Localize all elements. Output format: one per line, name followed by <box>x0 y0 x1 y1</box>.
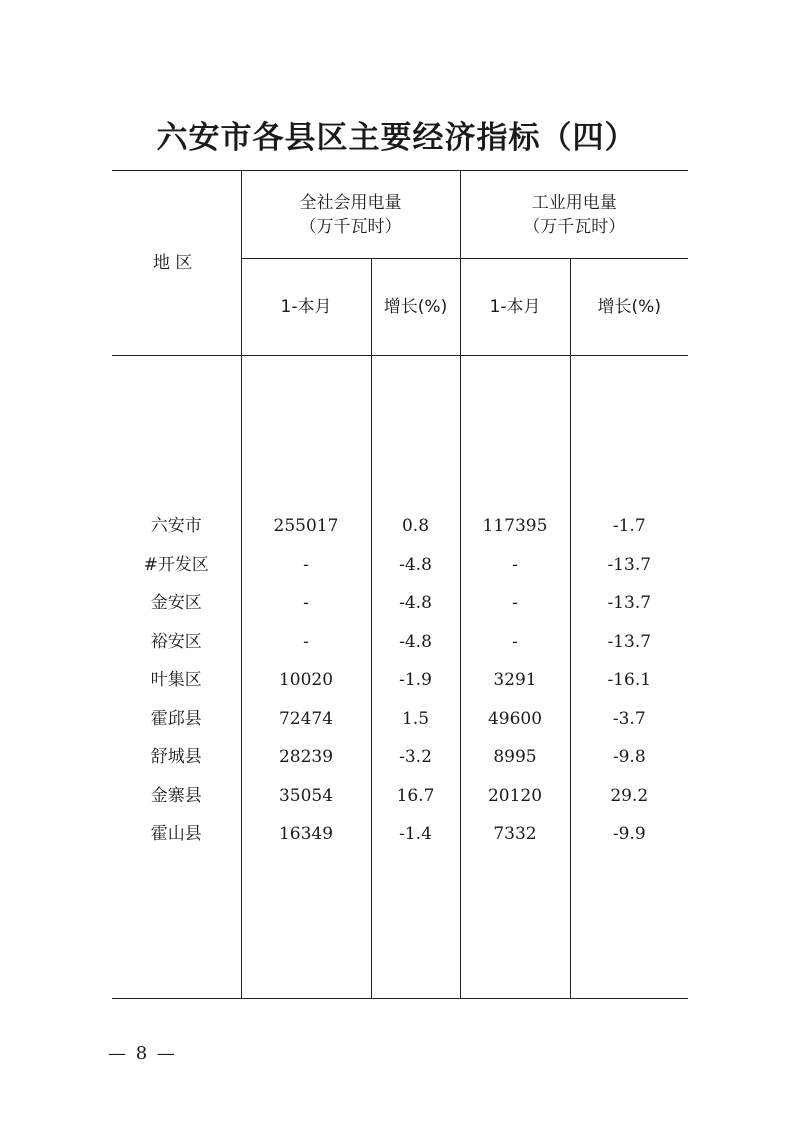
header-group-industrial-electricity <box>460 171 688 259</box>
header-total-electricity: 全社会用电量 <box>299 192 402 213</box>
header-industrial-ytd: 1-本月 <box>460 259 570 356</box>
industrial-ytd-cell: 117395 <box>482 516 548 536</box>
industrial-ytd-cell: 8995 <box>493 747 537 767</box>
total-ytd-column <box>241 356 371 999</box>
industrial-ytd-cell: 49600 <box>487 708 543 729</box>
total-growth-cell: 1.5 <box>401 708 430 729</box>
region-column <box>112 356 241 999</box>
total-growth-cell: -3.2 <box>399 747 432 767</box>
total-ytd-cell: 255017 <box>273 516 339 536</box>
region-cell: 霍邱县 <box>150 708 202 729</box>
page-number: — 8 — <box>108 1043 177 1064</box>
industrial-ytd-cell: 7332 <box>493 824 537 844</box>
total-growth-cell: 16.7 <box>396 785 435 806</box>
region-cell: 六安市 <box>150 516 202 536</box>
region-cell: 叶集区 <box>150 670 202 690</box>
total-growth-cell: -1.4 <box>399 824 432 844</box>
total-growth-cell: -1.9 <box>399 670 432 690</box>
header-region: 地 区 <box>153 253 193 273</box>
industrial-growth-cell: -13.7 <box>607 554 652 575</box>
region-cell: 舒城县 <box>150 747 202 767</box>
industrial-growth-cell: -9.8 <box>612 747 646 767</box>
industrial-growth-cell: -13.7 <box>607 593 652 613</box>
total-ytd-cell: 16349 <box>278 824 334 844</box>
industrial-growth-cell: -16.1 <box>607 670 652 690</box>
region-cell: 金安区 <box>150 593 202 613</box>
industrial-growth-cell: -13.7 <box>607 631 652 652</box>
total-growth-column <box>371 356 460 999</box>
region-cell: #开发区 <box>143 554 209 575</box>
header-region-cell <box>112 171 241 356</box>
total-growth-cell: 0.8 <box>401 516 430 536</box>
industrial-growth-cell: -3.7 <box>612 708 646 729</box>
header-industrial-electricity: 工业用电量 <box>531 192 617 213</box>
total-ytd-cell: 35054 <box>278 785 334 806</box>
region-cell: 霍山县 <box>150 824 202 844</box>
total-growth-cell: -4.8 <box>399 554 432 575</box>
header-total-growth: 增长(%) <box>371 259 460 356</box>
economic-indicators-table <box>112 170 688 999</box>
total-growth-cell: -4.8 <box>399 593 432 613</box>
industrial-ytd-cell: - <box>512 631 518 652</box>
industrial-ytd-cell: 20120 <box>487 785 543 806</box>
total-ytd-cell: 10020 <box>278 670 334 690</box>
header-total-ytd: 1-本月 <box>241 259 371 356</box>
industrial-ytd-cell: - <box>512 554 518 575</box>
header-industrial-growth: 增长(%) <box>570 259 688 356</box>
total-ytd-cell: - <box>303 554 309 575</box>
industrial-ytd-cell: 3291 <box>493 670 537 690</box>
industrial-growth-cell: 29.2 <box>610 785 649 806</box>
region-cell: 裕安区 <box>150 631 202 652</box>
region-cell: 金寨县 <box>150 785 202 806</box>
total-ytd-cell: 28239 <box>278 747 334 767</box>
industrial-growth-cell: -9.9 <box>612 824 646 844</box>
total-ytd-cell: - <box>303 631 309 652</box>
page-title: 六安市各县区主要经济指标（四） <box>156 120 637 156</box>
total-growth-cell: -4.8 <box>399 631 432 652</box>
industrial-growth-column <box>570 356 688 999</box>
header-group-total-electricity <box>241 171 460 259</box>
header-total-electricity-unit: （万千瓦时） <box>299 216 402 237</box>
total-ytd-cell: - <box>303 593 309 613</box>
industrial-growth-cell: -1.7 <box>612 516 646 536</box>
total-ytd-cell: 72474 <box>278 708 334 729</box>
industrial-ytd-column <box>460 356 570 999</box>
industrial-ytd-cell: - <box>512 593 518 613</box>
header-industrial-electricity-unit: （万千瓦时） <box>523 216 626 237</box>
